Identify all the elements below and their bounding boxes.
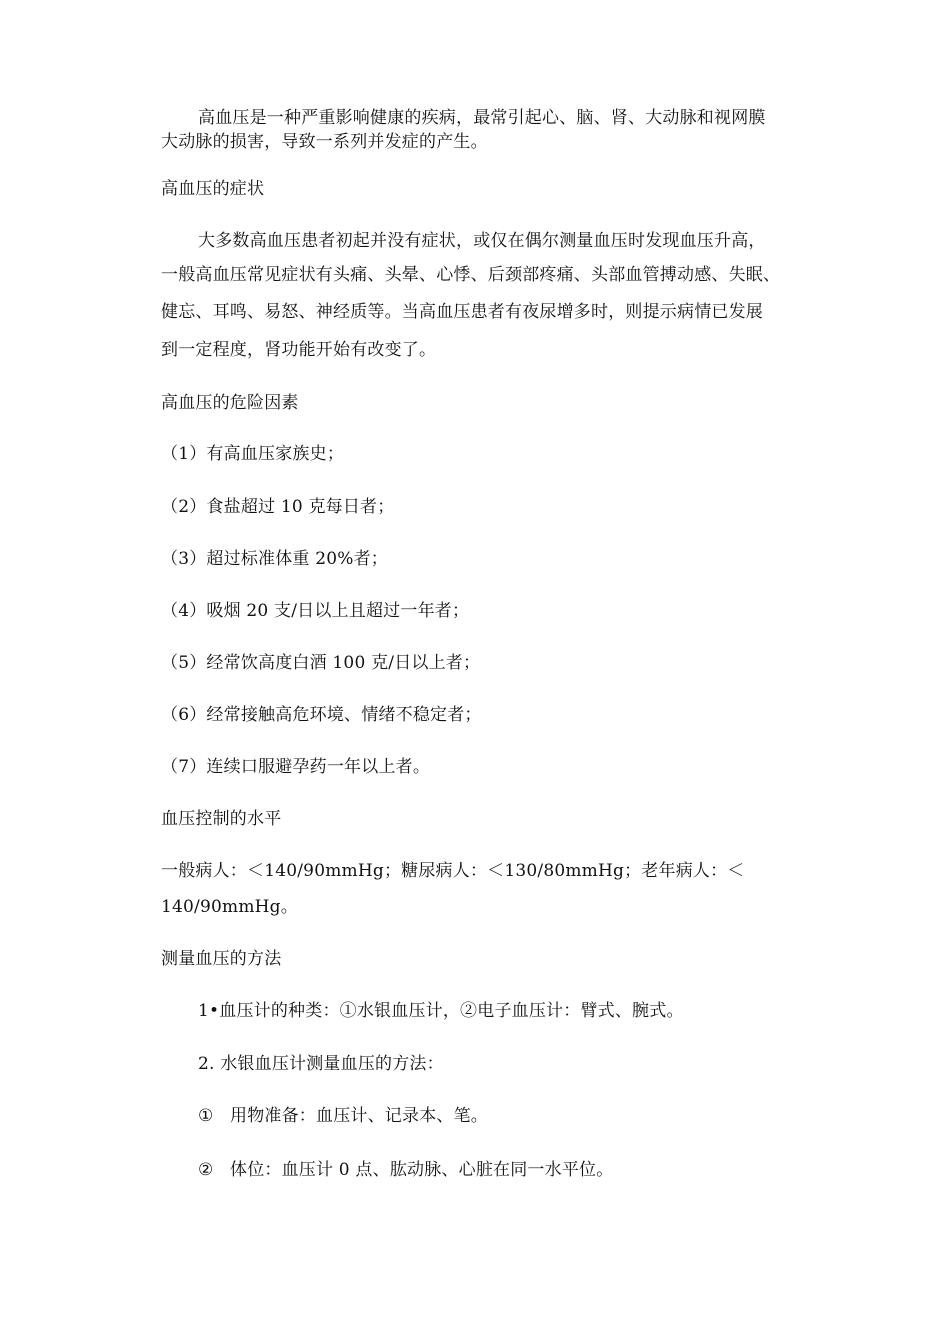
circled-number: ②	[198, 1160, 214, 1180]
method-item-2: 2. 水银血压计测量血压的方法：	[198, 1054, 444, 1074]
intro-line-2: 大动脉的损害，导致一系列并发症的产生。	[161, 132, 488, 152]
circled-number: ①	[198, 1106, 214, 1126]
risk-factor-item: （5）经常饮高度白酒 100 克/日以上者；	[161, 653, 481, 673]
method-item-1: 1•血压计的种类：①水银血压计，②电子血压计：臂式、腕式。	[198, 1001, 684, 1021]
intro-line-1: 高血压是一种严重影响健康的疾病，最常引起心、脑、肾、大动脉和视网膜	[198, 108, 766, 128]
risk-factor-item: （1）有高血压家族史；	[161, 444, 345, 464]
method-sub-item-text: 用物准备：血压计、记录本、笔。	[230, 1106, 488, 1126]
section-heading-control: 血压控制的水平	[161, 809, 282, 829]
risk-factor-item: （2）食盐超过 10 克每日者；	[161, 497, 395, 517]
risk-factor-item: （6）经常接触高危环境、情绪不稳定者；	[161, 705, 482, 725]
control-line-2: 140/90mmHg。	[161, 897, 298, 917]
risk-factor-item: （3）超过标准体重 20%者；	[161, 549, 389, 569]
section-heading-risk-factors: 高血压的危险因素	[161, 393, 299, 413]
risk-factor-item: （4）吸烟 20 支/日以上且超过一年者；	[161, 601, 470, 621]
method-sub-item-2	[198, 1160, 613, 1180]
method-sub-item-text: 体位：血压计 0 点、肱动脉、心脏在同一水平位。	[230, 1160, 614, 1180]
section-heading-symptoms: 高血压的症状	[161, 179, 265, 199]
control-line-1: 一般病人：＜140/90mmHg；糖尿病人：＜130/80mmHg；老年病人：＜	[161, 861, 745, 881]
symptoms-line-4: 到一定程度，肾功能开始有改变了。	[161, 340, 437, 360]
symptoms-line-1: 大多数高血压患者初起并没有症状，或仅在偶尔测量血压时发现血压升高，	[198, 231, 766, 251]
symptoms-line-3: 健忘、耳鸣、易怒、神经质等。当高血压患者有夜尿增多时，则提示病情已发展	[161, 302, 763, 322]
symptoms-line-2: 一般高血压常见症状有头痛、头晕、心悸、后颈部疼痛、头部血管搏动感、失眠、	[161, 265, 781, 285]
risk-factor-item: （7）连续口服避孕药一年以上者。	[161, 757, 431, 777]
method-sub-item-1	[198, 1106, 488, 1126]
section-heading-method: 测量血压的方法	[161, 949, 282, 969]
